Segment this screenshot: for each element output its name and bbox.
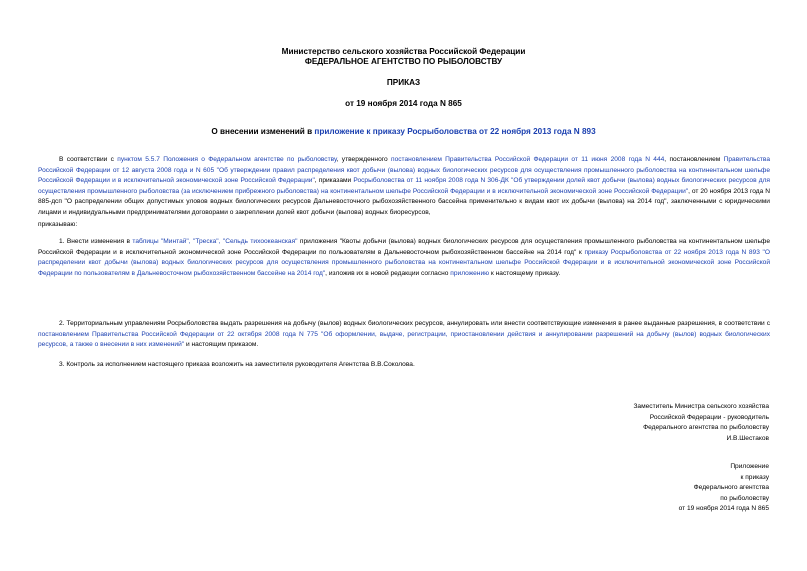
item3-text: 3. Контроль за исполнением настоящего приказа возложить на заместителя руководителя Агентства В.В.Соколова. — [59, 361, 415, 368]
item-2-paragraph — [38, 319, 770, 351]
item1-text-1: 1. Внести изменения в — [59, 238, 133, 245]
item1-link-tables[interactable]: таблицы "Минтай", "Треска", "Сельдь тихоокеанская" — [132, 238, 298, 245]
appendix-block — [519, 462, 769, 515]
item1-text-4: к настоящему приказу. — [489, 269, 561, 277]
agency-title: ФЕДЕРАЛЬНОЕ АГЕНТСТВО ПО РЫБОЛОВСТВУ — [304, 57, 503, 66]
preamble-link-order-306[interactable]: Росрыболовства от 11 ноября 2008 года N 306-ДК "Об утверждении долей квот добычи (вылова) водных биологических ресурсов для осуществления промышленного рыболовства (за исключением прибрежного рыболовства) на континентальном шельфе Российской Федерации и в исключительной экономической зоне Российской Федерации" — [38, 177, 770, 195]
preamble-link-regulation[interactable]: пунктом 5.5.7 Положения о Федеральном агентстве по рыболовству — [117, 156, 337, 163]
appendix-line: от 19 ноября 2014 года N 865 — [678, 505, 769, 513]
item1-link-order-893[interactable]: приказу Росрыболовства от 22 ноября 2013 года N 893 "О распределении квот добычи (вылова) водных биологических ресурсов для осуществления промышленного рыболовства на континентальном шельфе Российской Федерации и в исключительной экономической зоне Российской Федерации по пользователям в Дальневосточном рыбохозяйственном бассейне на 2014 год" — [38, 248, 770, 277]
signature-line: Федерального агентства по рыболовству — [643, 424, 769, 432]
item-1-paragraph — [38, 237, 770, 279]
item-3-paragraph — [38, 360, 770, 371]
signature-name: И.В.Шестаков — [726, 434, 769, 442]
signature-line: Российской Федерации - руководитель — [649, 413, 769, 421]
item1-link-appendix[interactable]: приложению — [450, 269, 490, 277]
preamble-paragraph — [38, 155, 770, 219]
doc-type: ПРИКАЗ — [386, 78, 421, 87]
doc-date-number: от 19 ноября 2014 года N 865 — [345, 99, 462, 108]
item1-text-3: , изложив их в новой редакции согласно — [325, 269, 451, 277]
item2-text-1: 2. Территориальным управлениям Росрыболовства выдать разрешения на добычу (вылов) водных биологических ресурсов, аннулировать или внести соответствующие изменения в ранее выданные разрешения, в соответствии с — [59, 320, 770, 327]
subject-link[interactable]: приложение к приказу Росрыболовства от 22 ноября 2013 года N 893 — [314, 127, 596, 136]
preamble-text-5: , от 20 ноября 2013 года N 885-дсп "О распределении общих допустимых уловов водных биологических ресурсов Дальневосточного рыбохозяйственного бассейна применительно к видам квот их добычи (вылова) на 2014 год", заключенными с юридическими лицами и индивидуальными предпринимателями договорами о закреплении долей квот добычи (вылова) водных биоресурсов, — [38, 187, 771, 216]
preamble-text-4: , приказами — [314, 177, 354, 185]
item2-link-decree-775[interactable]: постановлением Правительства Российской Федерации от 22 октября 2008 года N 775 "Об оформлении, выдаче, регистрации, приостановлении действия и аннулировании разрешений на добычу (вылов) водных биологических ресурсов, а также о внесении в них изменений" — [38, 330, 770, 349]
appendix-line: к приказу — [740, 473, 769, 481]
subject-prefix: О внесении изменений в — [211, 127, 315, 136]
preamble-link-decree-444[interactable]: постановлением Правительства Российской Федерации от 11 июня 2008 года N 444 — [391, 156, 665, 163]
order-word: приказываю: — [38, 221, 78, 228]
signature-line: Заместитель Министра сельского хозяйства — [633, 403, 769, 410]
ministry-title: Министерство сельского хозяйства Российской Федерации — [281, 47, 526, 56]
preamble-link-decree-605[interactable]: Правительства Российской Федерации от 12 августа 2008 года и N 605 "Об утверждении правил распределения квот добычи (вылова) водных биологических ресурсов для осуществления промышленного рыболовства на континентальном шельфе Российской Федерации и в исключительной экономической зоне Российской Федерации" — [38, 156, 770, 185]
appendix-line: Федерального агентства — [693, 484, 769, 492]
item2-text-2: и настоящим приказом. — [184, 341, 259, 349]
preamble-text-3: , постановлением — [664, 156, 724, 163]
signature-block — [519, 402, 769, 444]
preamble-text-2: , утвержденного — [336, 156, 391, 163]
doc-subject — [0, 127, 807, 137]
appendix-line: по рыболовству — [720, 494, 769, 502]
preamble-text-1: В соответствии с — [59, 156, 118, 163]
item1-text-2: приложения "Квоты добычи (вылова) водных биологических ресурсов для осуществления промышленного рыболовства на континентальном шельфе Российской Федерации и в исключительной экономической зоне Российской Федерации по пользователям в Дальневосточном рыбохозяйственном бассейне на 2014 год" к — [38, 238, 770, 256]
appendix-line: Приложение — [730, 463, 769, 470]
